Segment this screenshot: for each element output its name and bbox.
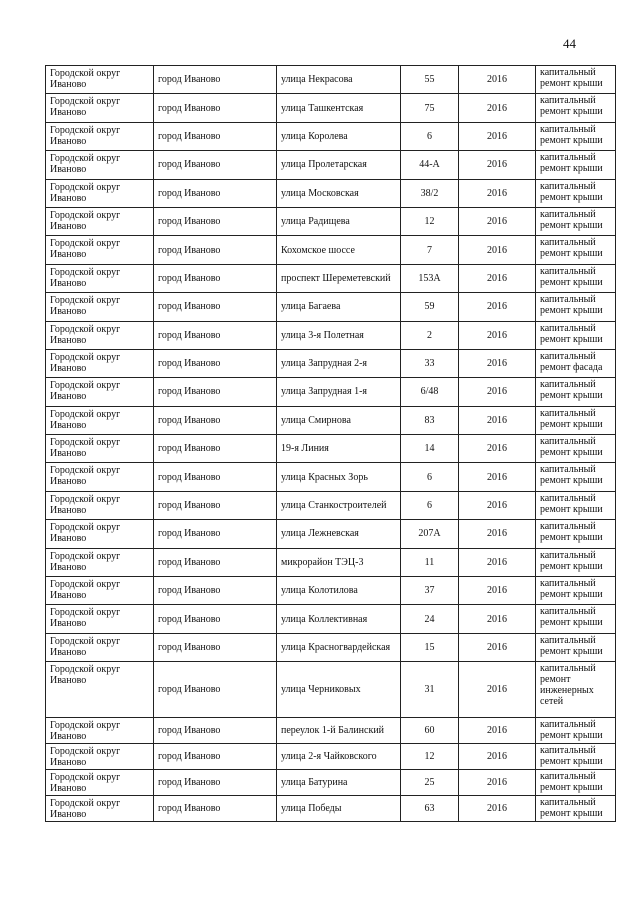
municipality-cell: Городской округ Иваново <box>46 94 154 122</box>
table-row <box>46 577 616 605</box>
municipality-cell: Городской округ Иваново <box>46 378 154 406</box>
year-cell: 2016 <box>459 520 536 548</box>
settlement-cell: город Иваново <box>154 770 277 796</box>
street-cell: улица 3-я Полетная <box>277 321 401 349</box>
municipality-cell: Городской округ Иваново <box>46 151 154 179</box>
table-row <box>46 796 616 822</box>
settlement-cell: город Иваново <box>154 378 277 406</box>
table-row <box>46 520 616 548</box>
year-cell: 2016 <box>459 264 536 292</box>
house-number-cell: 75 <box>401 94 459 122</box>
house-number-cell: 7 <box>401 236 459 264</box>
settlement-cell: город Иваново <box>154 293 277 321</box>
housing-repair-table <box>45 65 616 822</box>
house-number-cell: 207А <box>401 520 459 548</box>
municipality-cell: Городской округ Иваново <box>46 548 154 576</box>
work-type-cell: капитальный ремонт крыши <box>536 491 616 519</box>
work-type-cell: капитальный ремонт крыши <box>536 94 616 122</box>
municipality-cell: Городской округ Иваново <box>46 633 154 661</box>
municipality-cell: Городской округ Иваново <box>46 207 154 235</box>
municipality-cell: Городской округ Иваново <box>46 770 154 796</box>
street-cell: улица 2-я Чайковского <box>277 744 401 770</box>
work-type-cell: капитальный ремонт крыши <box>536 236 616 264</box>
house-number-cell: 59 <box>401 293 459 321</box>
year-cell: 2016 <box>459 796 536 822</box>
street-cell: улица Колотилова <box>277 577 401 605</box>
street-cell: улица Королева <box>277 122 401 150</box>
work-type-cell: капитальный ремонт крыши <box>536 122 616 150</box>
settlement-cell: город Иваново <box>154 179 277 207</box>
settlement-cell: город Иваново <box>154 122 277 150</box>
house-number-cell: 6/48 <box>401 378 459 406</box>
year-cell: 2016 <box>459 236 536 264</box>
street-cell: улица Багаева <box>277 293 401 321</box>
table-row <box>46 378 616 406</box>
street-cell: улица Московская <box>277 179 401 207</box>
house-number-cell: 15 <box>401 633 459 661</box>
street-cell: улица Ташкентская <box>277 94 401 122</box>
house-number-cell: 11 <box>401 548 459 576</box>
street-cell: улица Станкостроителей <box>277 491 401 519</box>
street-cell: улица Черниковых <box>277 662 401 718</box>
table-row <box>46 463 616 491</box>
street-cell: улица Коллективная <box>277 605 401 633</box>
table-row <box>46 94 616 122</box>
settlement-cell: город Иваново <box>154 406 277 434</box>
settlement-cell: город Иваново <box>154 744 277 770</box>
municipality-cell: Городской округ Иваново <box>46 122 154 150</box>
street-cell: улица Смирнова <box>277 406 401 434</box>
settlement-cell: город Иваново <box>154 236 277 264</box>
table-row <box>46 744 616 770</box>
street-cell: улица Победы <box>277 796 401 822</box>
street-cell: улица Красногвардейская <box>277 633 401 661</box>
house-number-cell: 6 <box>401 491 459 519</box>
work-type-cell: капитальный ремонт крыши <box>536 744 616 770</box>
settlement-cell: город Иваново <box>154 605 277 633</box>
settlement-cell: город Иваново <box>154 718 277 744</box>
work-type-cell: капитальный ремонт крыши <box>536 520 616 548</box>
page-number: 44 <box>563 36 576 51</box>
settlement-cell: город Иваново <box>154 463 277 491</box>
settlement-cell: город Иваново <box>154 548 277 576</box>
work-type-cell: капитальный ремонт крыши <box>536 406 616 434</box>
settlement-cell: город Иваново <box>154 207 277 235</box>
municipality-cell: Городской округ Иваново <box>46 718 154 744</box>
settlement-cell: город Иваново <box>154 435 277 463</box>
year-cell: 2016 <box>459 349 536 377</box>
street-cell: улица Батурина <box>277 770 401 796</box>
house-number-cell: 12 <box>401 207 459 235</box>
work-type-cell: капитальный ремонт крыши <box>536 633 616 661</box>
table-row <box>46 633 616 661</box>
house-number-cell: 63 <box>401 796 459 822</box>
municipality-cell: Городской округ Иваново <box>46 66 154 94</box>
work-type-cell: капитальный ремонт крыши <box>536 770 616 796</box>
year-cell: 2016 <box>459 122 536 150</box>
work-type-cell: капитальный ремонт крыши <box>536 378 616 406</box>
municipality-cell: Городской округ Иваново <box>46 264 154 292</box>
house-number-cell: 55 <box>401 66 459 94</box>
table-row <box>46 264 616 292</box>
house-number-cell: 37 <box>401 577 459 605</box>
year-cell: 2016 <box>459 406 536 434</box>
work-type-cell: капитальный ремонт крыши <box>536 796 616 822</box>
house-number-cell: 24 <box>401 605 459 633</box>
table-row <box>46 491 616 519</box>
year-cell: 2016 <box>459 151 536 179</box>
municipality-cell: Городской округ Иваново <box>46 463 154 491</box>
municipality-cell: Городской округ Иваново <box>46 406 154 434</box>
work-type-cell: капитальный ремонт крыши <box>536 577 616 605</box>
year-cell: 2016 <box>459 605 536 633</box>
settlement-cell: город Иваново <box>154 662 277 718</box>
house-number-cell: 83 <box>401 406 459 434</box>
settlement-cell: город Иваново <box>154 349 277 377</box>
year-cell: 2016 <box>459 293 536 321</box>
table-row <box>46 662 616 718</box>
work-type-cell: капитальный ремонт крыши <box>536 548 616 576</box>
year-cell: 2016 <box>459 378 536 406</box>
municipality-cell: Городской округ Иваново <box>46 293 154 321</box>
year-cell: 2016 <box>459 548 536 576</box>
table-row <box>46 179 616 207</box>
street-cell: улица Запрудная 2-я <box>277 349 401 377</box>
street-cell: улица Запрудная 1-я <box>277 378 401 406</box>
year-cell: 2016 <box>459 463 536 491</box>
municipality-cell: Городской округ Иваново <box>46 577 154 605</box>
year-cell: 2016 <box>459 770 536 796</box>
table-row <box>46 207 616 235</box>
house-number-cell: 2 <box>401 321 459 349</box>
settlement-cell: город Иваново <box>154 796 277 822</box>
table-row <box>46 321 616 349</box>
work-type-cell: капитальный ремонт крыши <box>536 66 616 94</box>
street-cell: улица Некрасова <box>277 66 401 94</box>
house-number-cell: 12 <box>401 744 459 770</box>
work-type-cell: капитальный ремонт крыши <box>536 179 616 207</box>
year-cell: 2016 <box>459 633 536 661</box>
year-cell: 2016 <box>459 66 536 94</box>
year-cell: 2016 <box>459 491 536 519</box>
work-type-cell: капитальный ремонт крыши <box>536 463 616 491</box>
settlement-cell: город Иваново <box>154 520 277 548</box>
house-number-cell: 60 <box>401 718 459 744</box>
table-row <box>46 293 616 321</box>
year-cell: 2016 <box>459 577 536 605</box>
work-type-cell: капитальный ремонт инженерных сетей <box>536 662 616 718</box>
house-number-cell: 33 <box>401 349 459 377</box>
work-type-cell: капитальный ремонт фасада <box>536 349 616 377</box>
municipality-cell: Городской округ Иваново <box>46 796 154 822</box>
house-number-cell: 38/2 <box>401 179 459 207</box>
house-number-cell: 153А <box>401 264 459 292</box>
table-row <box>46 435 616 463</box>
settlement-cell: город Иваново <box>154 491 277 519</box>
house-number-cell: 6 <box>401 122 459 150</box>
work-type-cell: капитальный ремонт крыши <box>536 605 616 633</box>
street-cell: улица Лежневская <box>277 520 401 548</box>
year-cell: 2016 <box>459 179 536 207</box>
street-cell: улица Красных Зорь <box>277 463 401 491</box>
work-type-cell: капитальный ремонт крыши <box>536 718 616 744</box>
work-type-cell: капитальный ремонт крыши <box>536 321 616 349</box>
settlement-cell: город Иваново <box>154 66 277 94</box>
year-cell: 2016 <box>459 744 536 770</box>
table-row <box>46 349 616 377</box>
work-type-cell: капитальный ремонт крыши <box>536 151 616 179</box>
year-cell: 2016 <box>459 94 536 122</box>
house-number-cell: 25 <box>401 770 459 796</box>
street-cell: микрорайон ТЭЦ-3 <box>277 548 401 576</box>
settlement-cell: город Иваново <box>154 94 277 122</box>
settlement-cell: город Иваново <box>154 264 277 292</box>
year-cell: 2016 <box>459 207 536 235</box>
house-number-cell: 14 <box>401 435 459 463</box>
house-number-cell: 6 <box>401 463 459 491</box>
municipality-cell: Городской округ Иваново <box>46 321 154 349</box>
municipality-cell: Городской округ Иваново <box>46 435 154 463</box>
table-row <box>46 66 616 94</box>
table-row <box>46 406 616 434</box>
municipality-cell: Городской округ Иваново <box>46 605 154 633</box>
street-cell: Кохомское шоссе <box>277 236 401 264</box>
settlement-cell: город Иваново <box>154 151 277 179</box>
municipality-cell: Городской округ Иваново <box>46 491 154 519</box>
table-row <box>46 151 616 179</box>
municipality-cell: Городской округ Иваново <box>46 744 154 770</box>
table-row <box>46 236 616 264</box>
municipality-cell: Городской округ Иваново <box>46 179 154 207</box>
year-cell: 2016 <box>459 718 536 744</box>
table-row <box>46 770 616 796</box>
street-cell: проспект Шереметевский <box>277 264 401 292</box>
year-cell: 2016 <box>459 435 536 463</box>
settlement-cell: город Иваново <box>154 577 277 605</box>
municipality-cell: Городской округ Иваново <box>46 662 154 718</box>
work-type-cell: капитальный ремонт крыши <box>536 435 616 463</box>
municipality-cell: Городской округ Иваново <box>46 349 154 377</box>
settlement-cell: город Иваново <box>154 633 277 661</box>
work-type-cell: капитальный ремонт крыши <box>536 293 616 321</box>
street-cell: улица Пролетарская <box>277 151 401 179</box>
street-cell: улица Радищева <box>277 207 401 235</box>
work-type-cell: капитальный ремонт крыши <box>536 264 616 292</box>
table-row <box>46 718 616 744</box>
municipality-cell: Городской округ Иваново <box>46 236 154 264</box>
house-number-cell: 31 <box>401 662 459 718</box>
house-number-cell: 44-А <box>401 151 459 179</box>
table-row <box>46 605 616 633</box>
settlement-cell: город Иваново <box>154 321 277 349</box>
municipality-cell: Городской округ Иваново <box>46 520 154 548</box>
table-row <box>46 122 616 150</box>
year-cell: 2016 <box>459 662 536 718</box>
street-cell: переулок 1-й Балинский <box>277 718 401 744</box>
work-type-cell: капитальный ремонт крыши <box>536 207 616 235</box>
table-row <box>46 548 616 576</box>
year-cell: 2016 <box>459 321 536 349</box>
street-cell: 19-я Линия <box>277 435 401 463</box>
